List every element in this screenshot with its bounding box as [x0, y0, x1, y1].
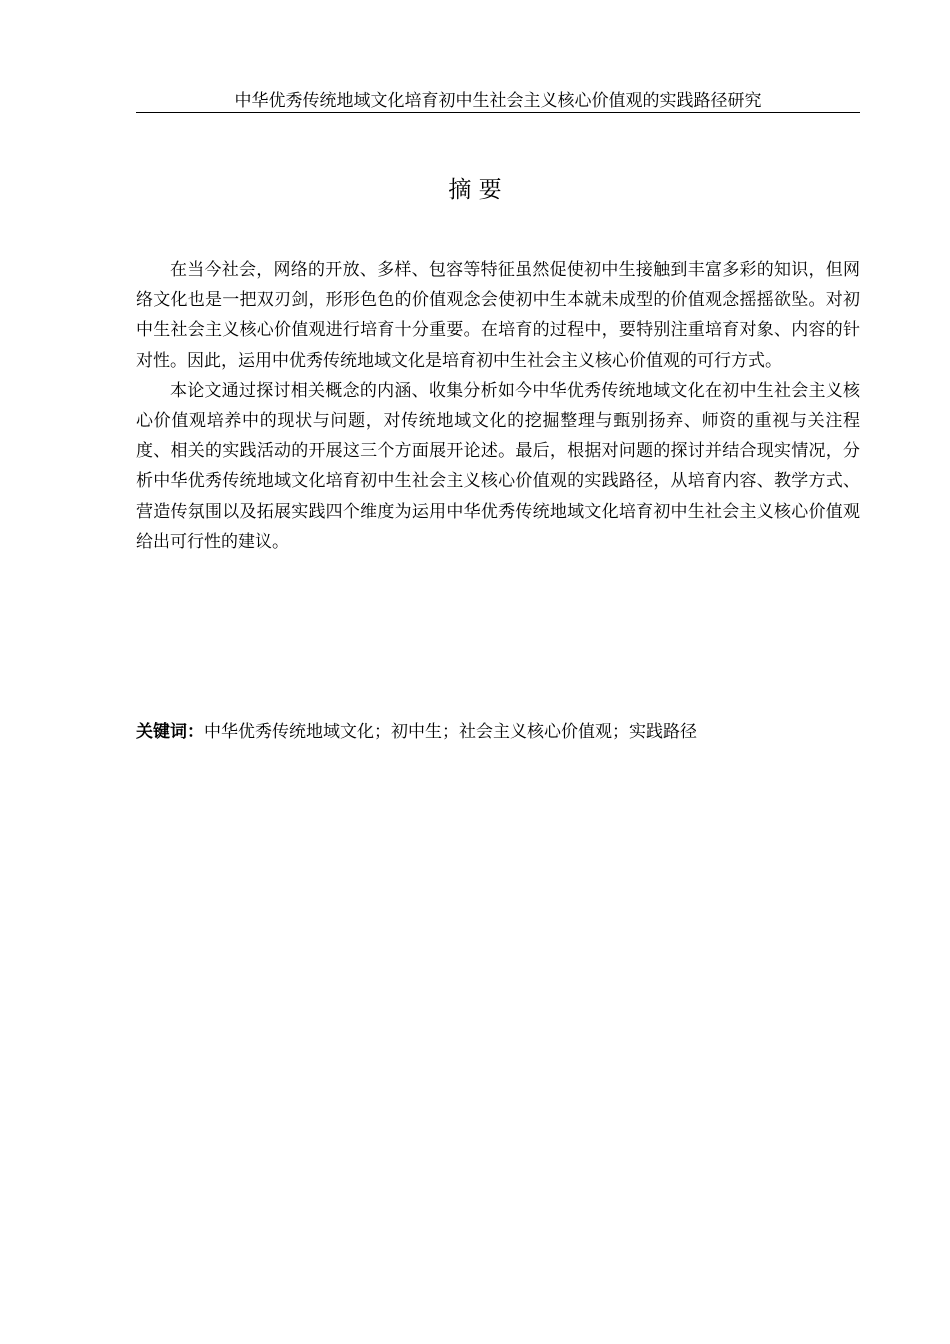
abstract-title: 摘 要 [448, 177, 502, 203]
abstract-body [136, 255, 860, 557]
keywords-line [136, 717, 860, 747]
abstract-paragraph-2: 本论文通过探讨相关概念的内涵、收集分析如今中华优秀传统地域文化在初中生社会主义核心价值观培养中的现状与问题，对传统地域文化的挖掘整理与甄别扬弃、师资的重视与关注程度、相关的实践活动的开展这三个方面展开论述。最后，根据对问题的探讨并结合现实情况，分析中华优秀传统地域文化培育初中生社会主义核心价值观的实践路径，从培育内容、教学方式、营造传氛围以及拓展实践四个维度为运用中华优秀传统地域文化培育初中生社会主义核心价值观给出可行性的建议。 [136, 380, 860, 552]
running-header: 中华优秀传统地域文化培育初中生社会主义核心价值观的实践路径研究 [136, 90, 860, 113]
keywords-value: 中华优秀传统地域文化；初中生；社会主义核心价值观；实践路径 [204, 722, 697, 742]
keywords-label: 关键词： [136, 722, 204, 742]
abstract-paragraph-1: 在当今社会，网络的开放、多样、包容等特征虽然促使初中生接触到丰富多彩的知识，但网络文化也是一把双刃剑，形形色色的价值观念会使初中生本就未成型的价值观念摇摇欲坠。对初中生社会主义核心价值观进行培育十分重要。在培育的过程中，要特别注重培育对象、内容的针对性。因此，运用中优秀传统地域文化是培育初中生社会主义核心价值观的可行方式。 [136, 260, 860, 371]
